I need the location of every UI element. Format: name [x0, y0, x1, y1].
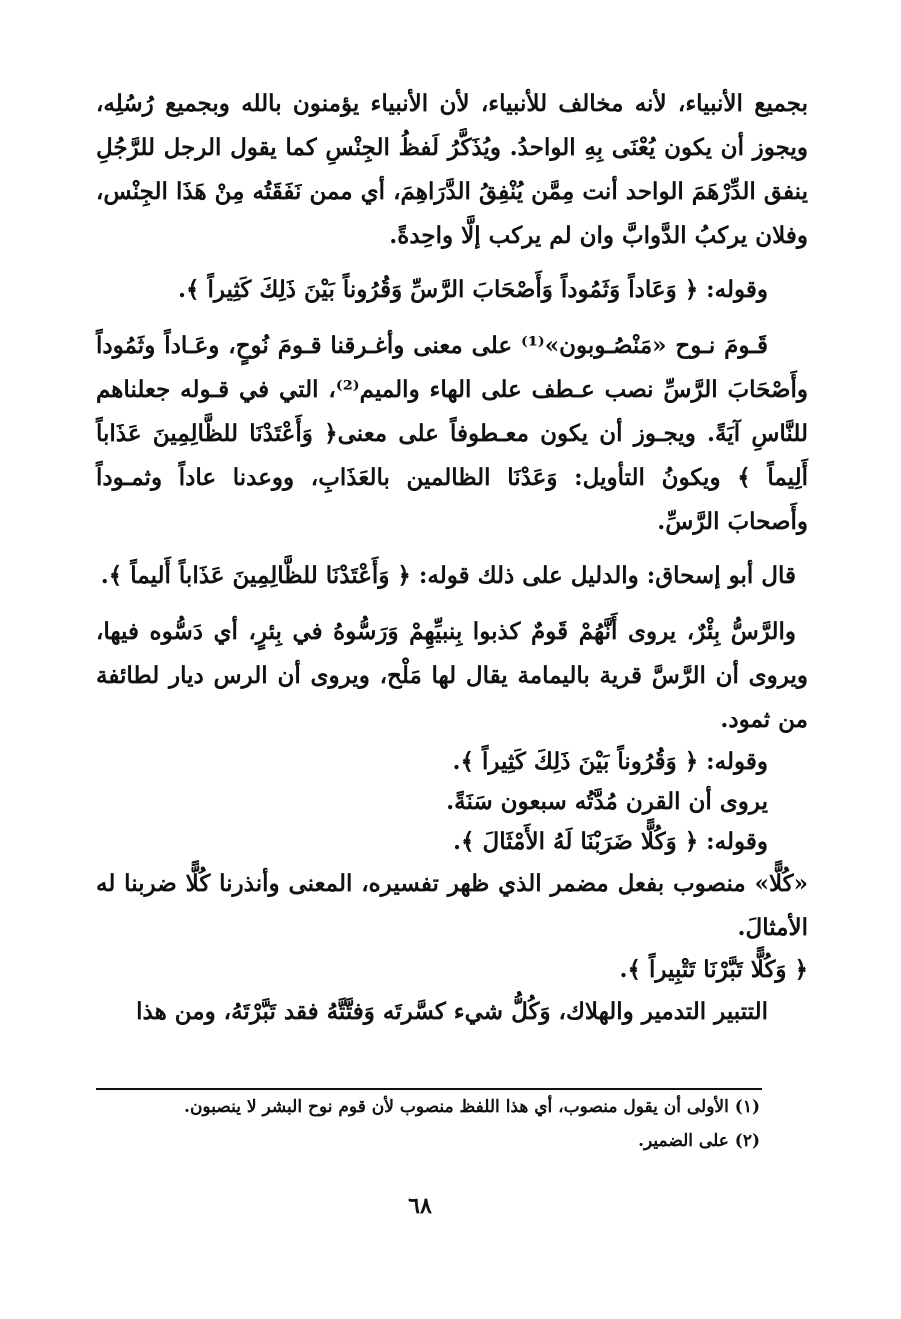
main-text	[96, 82, 808, 1034]
paragraph-6: وقوله: ﴿ وَقُرُوناً بَيْنَ ذَلِكَ كَثِيراً ﴾.	[452, 748, 768, 775]
paragraph-7: يروى أن القرن مُدَّتُه سبعون سَنَةً.	[446, 788, 768, 815]
paragraph-8: وقوله: ﴿ وَكُلًّا ضَرَبْنَا لَهُ الأَمْثَالَ ﴾.	[453, 828, 768, 855]
paragraph-1: بجميع الأنبياء، لأنه مخالف للأنبياء، لأن الأنبياء يؤمنون بالله وبجميع رُسُلِه، ويجوز أن يكون يُعْنَى بِهِ الواحدُ. ويُذَكَّرُ لَفظُ الجِنْسِ كما يقول الرجل للرَّجُلِ ينفق الدِّرْهَمَ الواحد أنت مِمَّن يُنْفِقُ الدَّرَاهِمَ، أي ممن نَفَقَتُه مِنْ هَذَا الجِنْس، وفلان يركبُ الدَّوابَّ وان لم يركب إلَّا واحِدةً.	[96, 90, 808, 249]
page-number: ٦٨	[408, 1193, 432, 1219]
paragraph-5: والرَّسُّ بِئْرٌ، يروى أَنَّهُمْ قَومٌ كذبوا بِنبيِّهِمْ وَرَسُّوهُ في بِئرٍ، أي دَسُّوه فيها، ويروى أن الرَّسَّ قرية باليمامة يقال لها مَلْح، ويروى أن الرس ديار لطائفة من ثمود.	[96, 618, 808, 733]
paragraph-2: وقوله: ﴿ وَعَاداً وَثَمُوداً وَأَصْحَابَ الرَّسِّ وَقُرُوناً بَيْنَ ذَلِكَ كَثِيراً ﴾.	[177, 276, 768, 303]
paragraph-3: قَـومَ نـوح «مَنْصُـوبون»⁽¹⁾ على معنى وأغـرقنا قـومَ نُوحٍ، وعَـاداً وثَمُوداً وأَصْحَابَ الرَّسِّ نصب عـطف على الهاء والميم⁽²⁾، التي في قـوله جعلناهم للنَّاسِ آيَةً. ويجـوز أن يكون معـطوفاً على معنى﴿ وَأَعْتَدْنَا للظَّالِمِينَ عَذَاباً أَلِيماً ﴾ ويكونُ التأويل: وَعَدْنَا الظالمين بالعَذَابِ، ووعدنا عاداً وثمـوداً وأَصحابَ الرَّسِّ.	[96, 332, 808, 535]
paragraph-9: «كُلًّا» منصوب بفعل مضمر الذي ظهر تفسيره، المعنى وأنذرنا كُلًّا ضربنا له الأمثالَ.	[96, 870, 808, 941]
paragraph-4: قال أبو إسحاق: والدليل على ذلك قوله: ﴿ وَأَعْتَدْنَا للظَّالِمِينَ عَذَاباً أَليماً ﴾.	[100, 562, 796, 589]
paragraph-10: ﴿ وَكُلًّا تَبَّرْنَا تَتْبِيراً ﴾.	[619, 956, 808, 983]
footnote-1: (١) الأولى أن يقول منصوب، أي هذا اللفظ منصوب لأن قوم نوح البشر لا ينصبون.	[184, 1097, 760, 1117]
footnote-2: (٢) على الضمير.	[638, 1131, 760, 1151]
paragraph-11: التتبير التدمير والهلاك، وَكُلُّ شيء كسَّرتَه وَفتَّتَّهُ فقد تَبَّرْتَهُ، ومن هذا	[136, 998, 768, 1025]
footnote-divider	[96, 1088, 762, 1090]
footnotes	[160, 1093, 760, 1161]
